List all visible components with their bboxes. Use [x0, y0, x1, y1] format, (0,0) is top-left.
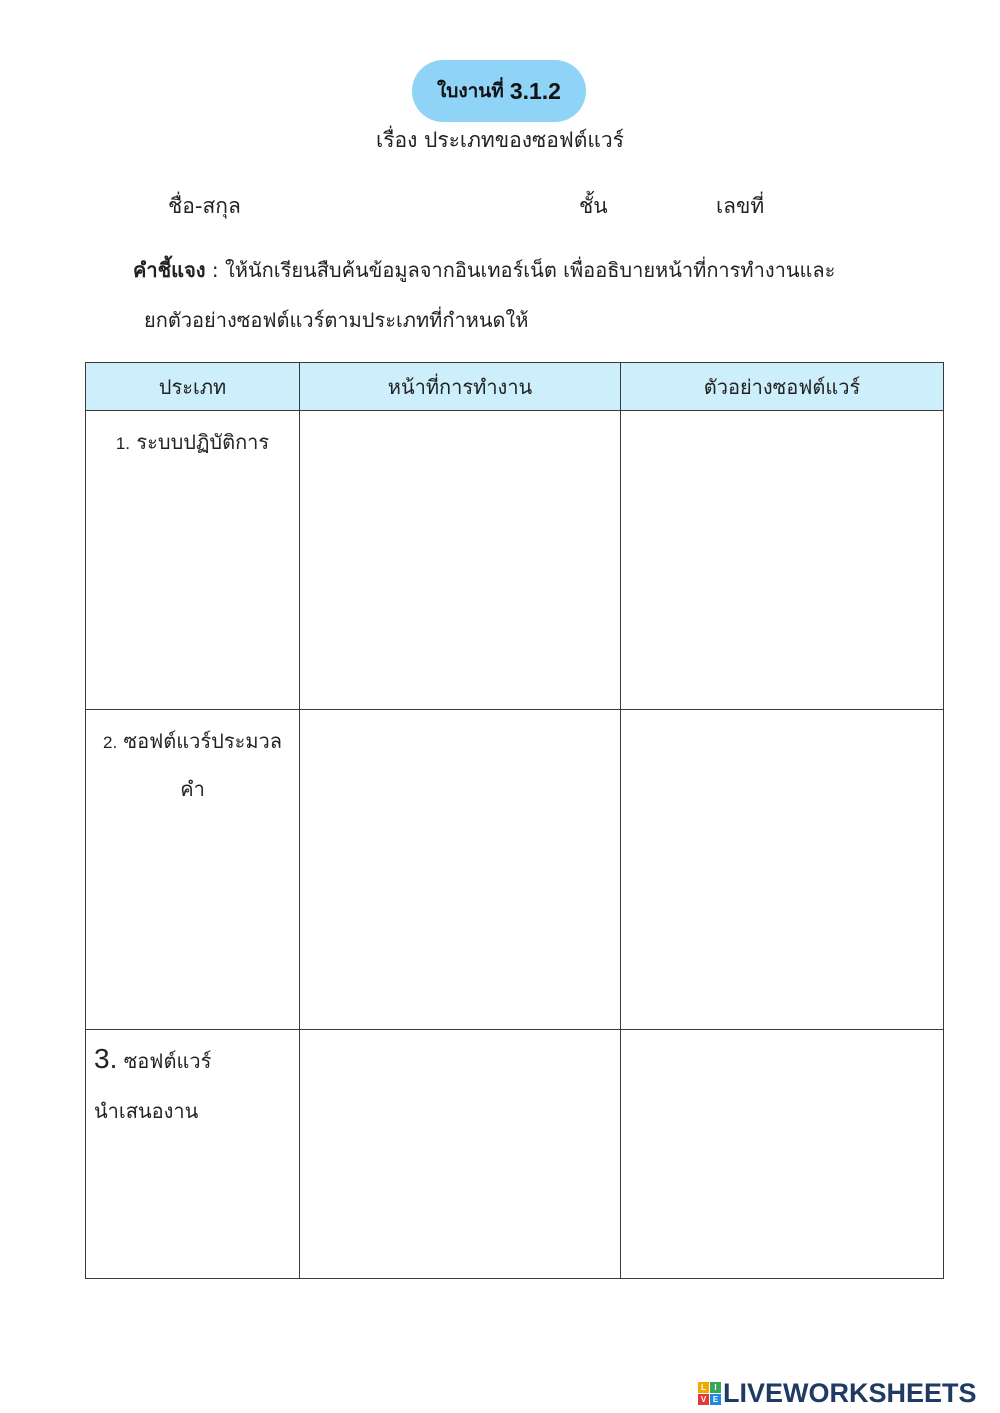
- row-2-label-cont: คำ: [180, 777, 205, 801]
- row-2-type-cell: [86, 710, 300, 1030]
- header-type: ประเภท: [86, 363, 300, 411]
- instructions-label: คำชี้แจง: [133, 258, 206, 282]
- row-3-example-cell[interactable]: [621, 1030, 944, 1279]
- table-row: [86, 710, 944, 1030]
- row-3-number: 3.: [94, 1043, 118, 1074]
- liveworksheets-logo: [698, 1378, 977, 1408]
- instructions-line-2: ยกตัวอย่างซอฟต์แวร์ตามประเภทที่กำหนดให้: [144, 308, 529, 332]
- table-row: [86, 411, 944, 710]
- class-label: ชั้น: [579, 194, 608, 218]
- row-3-label-cont: นำเสนองาน: [94, 1099, 199, 1123]
- header-function: หน้าที่การทำงาน: [300, 363, 621, 411]
- row-1-label: ระบบปฏิบัติการ: [136, 430, 270, 454]
- row-1-type-cell: [86, 411, 300, 710]
- instructions-line-1: [133, 254, 835, 286]
- badge-number: 3.1.2: [509, 77, 561, 104]
- row-1-number: 1.: [115, 434, 131, 453]
- row-3-label: ซอฟต์แวร์: [123, 1049, 212, 1073]
- logo-tile-3: V: [698, 1394, 709, 1405]
- logo-tiles-icon: [698, 1382, 721, 1405]
- logo-tile-1: L: [698, 1382, 709, 1393]
- row-1-example-cell[interactable]: [621, 411, 944, 710]
- row-1-function-cell[interactable]: [300, 411, 621, 710]
- worksheet-subtitle: เรื่อง ประเภทของซอฟต์แวร์: [376, 128, 624, 152]
- header-example: ตัวอย่างซอฟต์แวร์: [621, 363, 944, 411]
- brand-name: LIVEWORKSHEETS: [723, 1377, 977, 1408]
- row-3-function-cell[interactable]: [300, 1030, 621, 1279]
- software-types-table: [85, 362, 944, 1279]
- badge-label: ใบงานที่: [437, 80, 504, 102]
- row-3-type-cell: [86, 1030, 300, 1279]
- name-label: ชื่อ-สกุล: [168, 194, 241, 218]
- row-2-function-cell[interactable]: [300, 710, 621, 1030]
- logo-tile-2: I: [710, 1382, 721, 1393]
- logo-tile-4: E: [710, 1394, 721, 1405]
- instructions-text-1: : ให้นักเรียนสืบค้นข้อมูลจากอินเทอร์เน็ต เพื่ออธิบายหน้าที่การทำงานและ: [205, 258, 836, 282]
- table-row: [86, 1030, 944, 1279]
- worksheet-badge: [412, 60, 586, 122]
- table-header-row: [86, 363, 944, 411]
- row-2-label: ซอฟต์แวร์ประมวล: [123, 729, 282, 753]
- row-2-number: 2.: [103, 733, 118, 752]
- number-label: เลขที่: [716, 194, 765, 218]
- row-2-example-cell[interactable]: [621, 710, 944, 1030]
